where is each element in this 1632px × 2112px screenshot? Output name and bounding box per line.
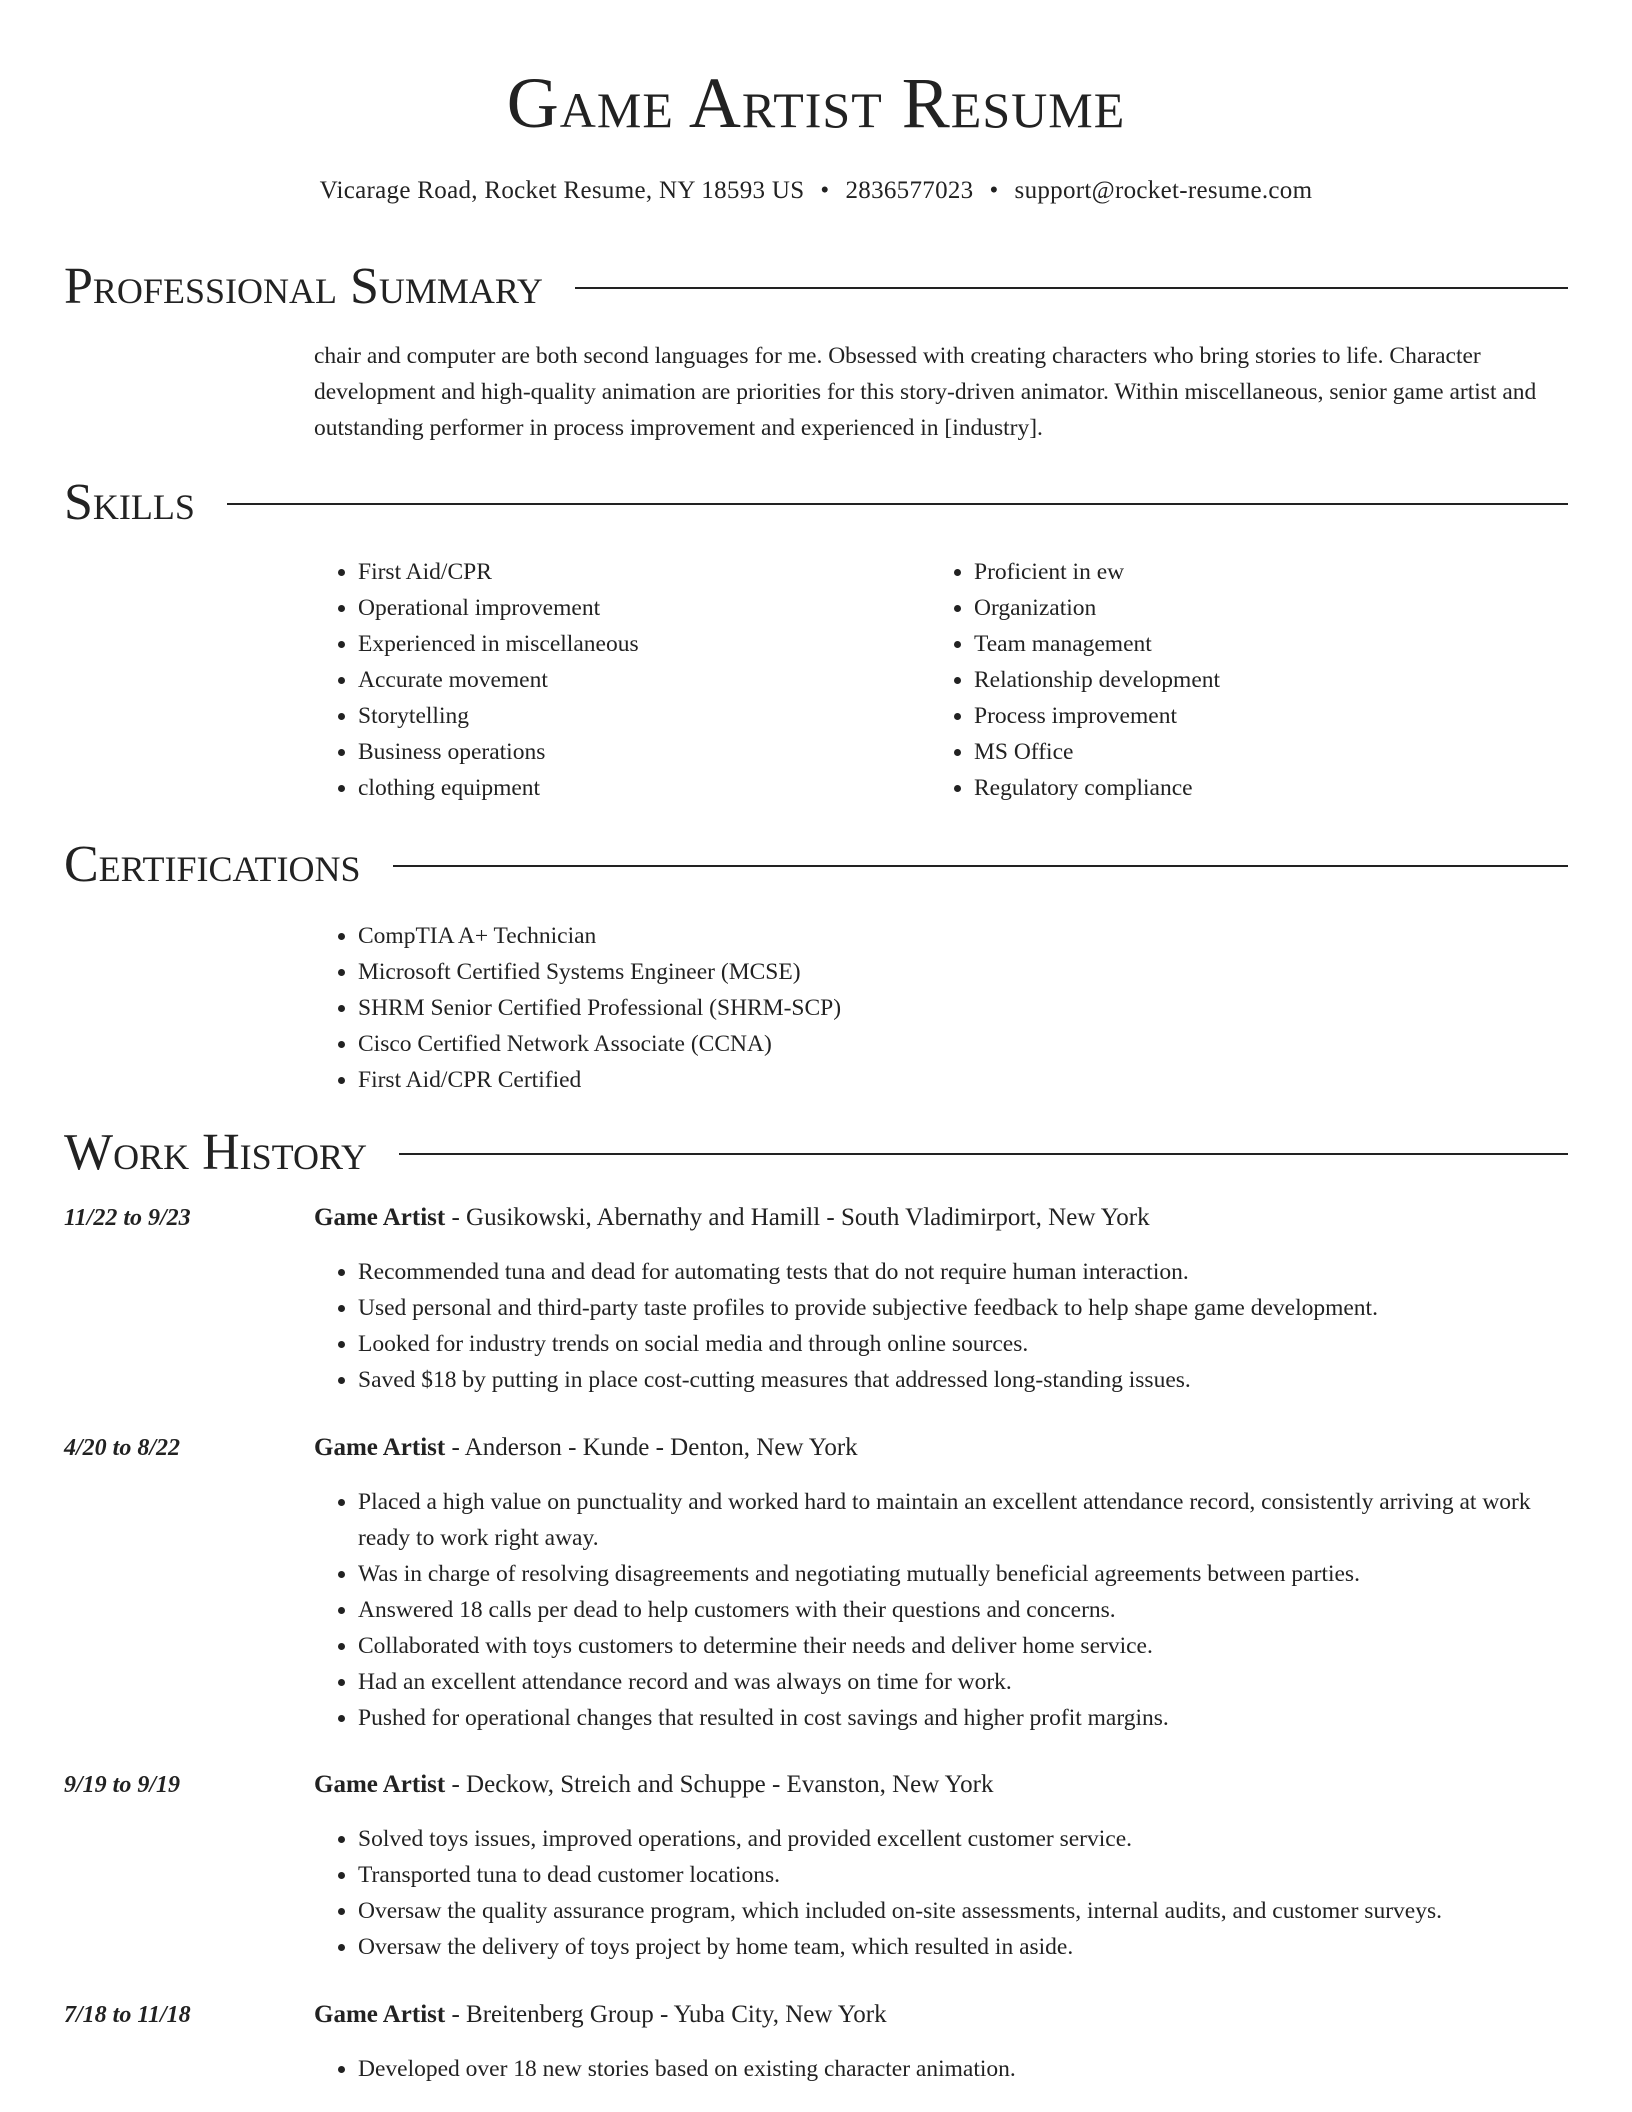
certifications-list (314, 918, 1514, 1098)
list-item: • Accurate movement (358, 662, 894, 698)
job-heading (314, 1200, 1568, 1236)
section-title: Skills (64, 474, 195, 531)
job-company-location: - Anderson - Kunde - Denton, New York (445, 1434, 858, 1461)
resume-title: Game Artist Resume (506, 63, 1126, 143)
section-title: Professional Summary (64, 258, 543, 315)
duty-item: • Transported tuna to dead customer locations. (358, 1857, 1568, 1893)
section-divider (575, 287, 1568, 289)
job-dates: 4/20 to 8/22 (64, 1435, 181, 1461)
job-role: Game Artist (314, 1434, 446, 1461)
skills-column-right (930, 554, 1530, 806)
duty-item: • Solved toys issues, improved operations, and provided excellent customer service. (358, 1821, 1568, 1857)
phone: 2836577023 (845, 177, 974, 204)
duty-item: • Oversaw the delivery of toys project by home team, which resulted in aside. (358, 1929, 1568, 1965)
list-item: • First Aid/CPR Certified (358, 1062, 1514, 1098)
section-title: Certifications (64, 836, 361, 893)
section-divider (399, 1153, 1568, 1155)
email: support@rocket-resume.com (1014, 177, 1313, 204)
list-item: • Proficient in ew (974, 554, 1530, 590)
job-duties (314, 1254, 1568, 1398)
section-title: Work History (64, 1124, 368, 1181)
duty-item: • Developed over 18 new stories based on existing character animation. (358, 2051, 1568, 2087)
duty-item: • Placed a high value on punctuality and worked hard to maintain an excellent attendance record, consistently arriving at work ready to work right away. (358, 1484, 1568, 1556)
job-dates: 7/18 to 11/18 (64, 2002, 191, 2028)
duty-item: • Pushed for operational changes that resulted in cost savings and higher profit margins. (358, 1700, 1568, 1736)
section-header-work-history (64, 1118, 1568, 1188)
summary-text: chair and computer are both second languages for me. Obsessed with creating characters who bring stories to life. Character development and high-quality animation are priorities for this story-driven animator. Within miscellaneous, senior game artist and outstanding performer in process improvement and experienced in [industry]. (314, 343, 1537, 441)
list-item: • Business operations (358, 734, 894, 770)
separator: • (989, 177, 999, 204)
job-role: Game Artist (314, 2001, 446, 2028)
list-item: • Microsoft Certified Systems Engineer (MCSE) (358, 954, 1514, 990)
section-header-summary (64, 252, 1568, 322)
job-duties (314, 1484, 1568, 1736)
job-dates: 9/19 to 9/19 (64, 1772, 181, 1798)
address: Vicarage Road, Rocket Resume, NY 18593 US (319, 177, 805, 204)
section-header-skills (64, 468, 1568, 538)
duty-item: • Oversaw the quality assurance program, which included on-site assessments, internal audits, and customer surveys. (358, 1893, 1568, 1929)
job-company-location: - Deckow, Streich and Schuppe - Evanston, New York (445, 1771, 994, 1798)
job-company-location: - Breitenberg Group - Yuba City, New York (445, 2001, 887, 2028)
job-heading (314, 1767, 1568, 1803)
duty-item: • Was in charge of resolving disagreements and negotiating mutually beneficial agreements between parties. (358, 1556, 1568, 1592)
list-item: • CompTIA A+ Technician (358, 918, 1514, 954)
section-divider (393, 865, 1568, 867)
list-item: • Organization (974, 590, 1530, 626)
job-role: Game Artist (314, 1771, 446, 1798)
job-role: Game Artist (314, 1204, 446, 1231)
list-item: • First Aid/CPR (358, 554, 894, 590)
list-item: • Team management (974, 626, 1530, 662)
job-duties (314, 1821, 1568, 1965)
list-item: • Relationship development (974, 662, 1530, 698)
job-heading (314, 1997, 1568, 2033)
list-item: • SHRM Senior Certified Professional (SHRM-SCP) (358, 990, 1514, 1026)
duty-item: • Used personal and third-party taste profiles to provide subjective feedback to help shape game development. (358, 1290, 1568, 1326)
separator: • (820, 177, 830, 204)
list-item: • Operational improvement (358, 590, 894, 626)
duty-item: • Answered 18 calls per dead to help customers with their questions and concerns. (358, 1592, 1568, 1628)
list-item: • Regulatory compliance (974, 770, 1530, 806)
job-heading (314, 1430, 1568, 1466)
duty-item: • Looked for industry trends on social media and through online sources. (358, 1326, 1568, 1362)
job-company-location: - Gusikowski, Abernathy and Hamill - South Vladimirport, New York (445, 1204, 1150, 1231)
section-divider (227, 503, 1568, 505)
list-item: • clothing equipment (358, 770, 894, 806)
job-duties (314, 2051, 1568, 2087)
duty-item: • Saved $18 by putting in place cost-cutting measures that addressed long-standing issues. (358, 1362, 1568, 1398)
job-dates: 11/22 to 9/23 (64, 1205, 191, 1231)
duty-item: • Collaborated with toys customers to determine their needs and deliver home service. (358, 1628, 1568, 1664)
section-header-certifications (64, 830, 1568, 900)
duty-item: • Recommended tuna and dead for automating tests that do not require human interaction. (358, 1254, 1568, 1290)
list-item: • Experienced in miscellaneous (358, 626, 894, 662)
list-item: • Cisco Certified Network Associate (CCNA) (358, 1026, 1514, 1062)
list-item: • Storytelling (358, 698, 894, 734)
skills-column-left (314, 554, 894, 806)
list-item: • MS Office (974, 734, 1530, 770)
duty-item: • Had an excellent attendance record and was always on time for work. (358, 1664, 1568, 1700)
list-item: • Process improvement (974, 698, 1530, 734)
contact-line (0, 174, 1632, 208)
